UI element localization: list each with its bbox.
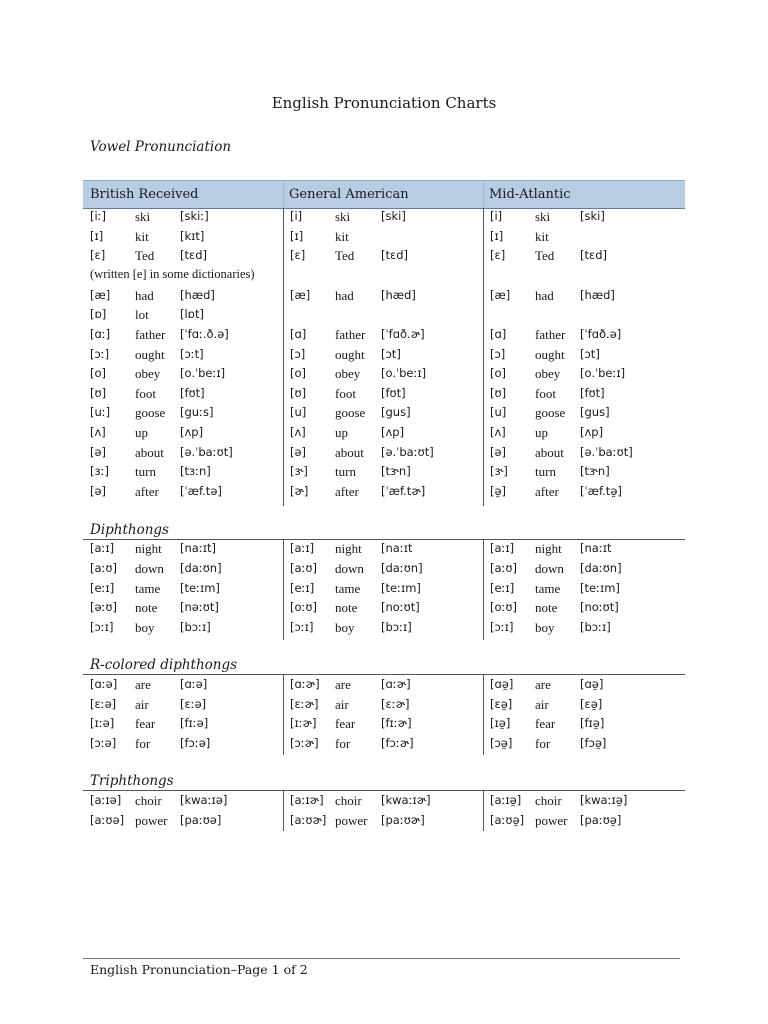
cell-british-word: note — [135, 600, 158, 616]
cell-british-word: obey — [135, 366, 161, 382]
cell-british-symbol: [aːɪə] — [90, 793, 122, 807]
cell-american-symbol: [ɔːɪ] — [290, 620, 314, 635]
cell-midatlantic-symbol: [u] — [490, 405, 507, 420]
cell-british-word: goose — [135, 405, 166, 421]
cell-american-word: turn — [335, 464, 356, 480]
cell-midatlantic-symbol: [ʊ] — [490, 385, 507, 400]
cell-american-ipa: [bɔːɪ] — [381, 620, 412, 635]
cell-british-symbol: [ə] — [90, 444, 107, 459]
cell-british-word: power — [135, 813, 168, 828]
cell-midatlantic-ipa: [paːʊə̯] — [580, 813, 622, 827]
cell-american-symbol: [aːʊɚ] — [290, 813, 327, 827]
cell-british-ipa: [kwaːɪə] — [180, 793, 228, 807]
cell-american-ipa: [daːʊn] — [381, 560, 423, 575]
cell-american-symbol: [aːʊ] — [290, 560, 317, 575]
cell-midatlantic-symbol: [ɔːɪ] — [490, 620, 514, 635]
cell-british-ipa: [o.ˈbeːɪ] — [180, 366, 226, 381]
cell-midatlantic-word: turn — [535, 464, 556, 480]
cell-midatlantic-ipa: [teːɪm] — [580, 580, 620, 595]
cell-midatlantic-symbol: [ɪ] — [490, 228, 504, 243]
cell-british-word: ought — [135, 346, 165, 362]
cell-british-word: turn — [135, 464, 156, 480]
cell-british-symbol: [ɔː] — [90, 346, 110, 361]
cell-british-word: for — [135, 735, 151, 751]
cell-british-ipa: [bɔːɪ] — [180, 620, 211, 635]
cell-british-ipa: [fɪːə] — [180, 716, 209, 730]
cell-midatlantic-ipa: [noːʊt] — [580, 600, 619, 615]
cell-midatlantic-word: obey — [535, 366, 561, 382]
cell-american-word: kit — [335, 228, 349, 244]
cell-american-symbol: [ɪ] — [290, 228, 304, 243]
cell-british-symbol: [ʊ] — [90, 385, 107, 400]
cell-midatlantic-symbol: [ə] — [490, 444, 507, 459]
cell-american-ipa: [teːɪm] — [381, 580, 421, 595]
table-header — [83, 180, 685, 209]
cell-american-word: foot — [335, 385, 356, 401]
cell-american-ipa: [tɝn] — [381, 464, 411, 479]
cell-american-word: goose — [335, 405, 366, 421]
cell-midatlantic-symbol: [ʌ] — [490, 425, 506, 439]
cell-american-ipa: [fʊt] — [381, 385, 406, 400]
header-general-american: General American — [289, 187, 409, 202]
cell-american-symbol: [aːɪ] — [290, 541, 315, 555]
section-title-diphthongs: Diphthongs — [90, 522, 169, 538]
cell-midatlantic-symbol: [ɛ] — [490, 248, 506, 263]
cell-american-symbol: [aːɪɚ] — [290, 793, 324, 807]
cell-midatlantic-word: night — [535, 541, 562, 556]
cell-midatlantic-symbol: [ɑə̯] — [490, 677, 514, 691]
cell-british-symbol: [əːʊ] — [90, 600, 118, 615]
cell-midatlantic-symbol: [eːɪ] — [490, 580, 515, 595]
cell-american-word: night — [335, 541, 362, 556]
cell-british-ipa: [naːɪt] — [180, 541, 216, 555]
cell-american-word: tame — [335, 580, 361, 596]
page-title: English Pronunciation Charts — [271, 94, 497, 112]
cell-american-symbol: [ɔ] — [290, 346, 306, 361]
cell-british-symbol: [ɪːə] — [90, 716, 115, 730]
cell-midatlantic-ipa: [ɛə̯] — [580, 696, 603, 711]
cell-midatlantic-ipa: [gus] — [580, 405, 610, 420]
cell-american-ipa: [ə.ˈbaːʊt] — [381, 444, 434, 459]
cell-american-ipa: [o.ˈbeːɪ] — [381, 366, 427, 381]
cell-american-symbol: [o] — [290, 366, 307, 381]
cell-midatlantic-ipa: [ɔt] — [580, 346, 600, 361]
cell-american-symbol: [u] — [290, 405, 307, 420]
cell-british-ipa: [ˈfɑː.ð.ə] — [180, 327, 229, 341]
cell-midatlantic-ipa: [ɑə̯] — [580, 677, 604, 691]
cell-american-word: power — [335, 813, 368, 828]
cell-british-ipa: [fɔːə] — [180, 735, 211, 750]
cell-british-symbol: [ɛːə] — [90, 696, 117, 711]
cell-midatlantic-word: are — [535, 677, 551, 692]
cell-american-word: father — [335, 327, 366, 342]
cell-american-symbol: [i] — [290, 209, 303, 223]
cell-midatlantic-word: up — [535, 425, 548, 440]
cell-british-word: Ted — [135, 248, 155, 264]
cell-midatlantic-word: power — [535, 813, 568, 828]
cell-midatlantic-symbol: [o] — [490, 366, 507, 381]
cell-midatlantic-word: Ted — [535, 248, 555, 264]
cell-british-word: down — [135, 560, 164, 576]
cell-american-ipa: [kwaːɪɚ] — [381, 793, 431, 807]
cell-american-word: note — [335, 600, 358, 616]
cell-midatlantic-ipa: [bɔːɪ] — [580, 620, 611, 635]
header-british-received: British Received — [90, 187, 199, 202]
cell-american-symbol: [ɝ] — [290, 464, 308, 479]
cell-british-symbol: [iː] — [90, 209, 107, 223]
cell-american-ipa: [ɑːɚ] — [381, 677, 411, 691]
cell-british-ipa: [ɑːə] — [180, 677, 208, 691]
cell-midatlantic-ipa: [daːʊn] — [580, 560, 622, 575]
cell-british-symbol: [ɔːɪ] — [90, 620, 114, 635]
cell-american-ipa: [gus] — [381, 405, 411, 420]
cell-british-word: foot — [135, 385, 156, 401]
cell-midatlantic-word: kit — [535, 228, 549, 244]
cell-british-word: night — [135, 541, 162, 556]
cell-british-ipa: [ʌp] — [180, 425, 204, 439]
cell-british-symbol: [ɪ] — [90, 228, 104, 243]
cell-british-word: kit — [135, 228, 149, 244]
cell-american-ipa: [naːɪt — [381, 541, 413, 555]
cell-american-word: up — [335, 425, 348, 440]
cell-british-ipa: [tɜːn] — [180, 464, 211, 479]
cell-midatlantic-symbol: [aːʊə̯] — [490, 813, 525, 827]
cell-british-symbol: [ɛ] — [90, 248, 106, 263]
cell-british-word: choir — [135, 793, 162, 808]
cell-british-word: about — [135, 444, 164, 460]
cell-british-word: had — [135, 287, 154, 303]
cell-british-symbol: [ɔːə] — [90, 735, 117, 750]
cell-midatlantic-word: choir — [535, 793, 562, 808]
cell-american-word: Ted — [335, 248, 355, 264]
cell-midatlantic-symbol: [ɝ] — [490, 464, 508, 479]
cell-british-symbol: [ɑːə] — [90, 677, 118, 691]
cell-british-ipa: [fʊt] — [180, 385, 205, 400]
cell-american-symbol: [ɚ] — [290, 483, 309, 498]
cell-american-symbol: [eːɪ] — [290, 580, 315, 595]
cell-midatlantic-word: after — [535, 483, 559, 499]
cell-british-ipa: [nəːʊt] — [180, 600, 219, 615]
cell-british-word: lot — [135, 307, 149, 323]
cell-midatlantic-word: down — [535, 560, 564, 576]
cell-british-symbol: [ʌ] — [90, 425, 106, 439]
cell-american-ipa: [fɔːɚ] — [381, 735, 414, 750]
cell-american-symbol: [ɑːɚ] — [290, 677, 320, 691]
cell-american-word: ski — [335, 209, 351, 224]
cell-american-ipa: [ɛːɚ] — [381, 696, 410, 711]
cell-midatlantic-ipa: [kwaːɪə̯] — [580, 793, 628, 807]
cell-midatlantic-word: for — [535, 735, 551, 751]
cell-midatlantic-ipa: [naːɪt — [580, 541, 612, 555]
cell-midatlantic-word: tame — [535, 580, 561, 596]
cell-british-word: boy — [135, 620, 155, 636]
cell-midatlantic-symbol: [ɔ] — [490, 346, 506, 361]
cell-midatlantic-ipa: [fʊt] — [580, 385, 605, 400]
cell-british-ipa: [guːs] — [180, 405, 214, 420]
cell-american-word: boy — [335, 620, 355, 636]
cell-midatlantic-word: about — [535, 444, 564, 460]
cell-midatlantic-ipa: [fɔə̯] — [580, 735, 607, 750]
cell-british-symbol: [aːɪ] — [90, 541, 115, 555]
cell-british-symbol: [æ] — [90, 287, 111, 302]
cell-american-word: for — [335, 735, 351, 751]
cell-american-word: down — [335, 560, 364, 576]
cell-midatlantic-word: ought — [535, 346, 565, 362]
cell-british-word: fear — [135, 716, 156, 731]
cell-british-word: father — [135, 327, 166, 342]
cell-british-symbol: [ɑː] — [90, 327, 111, 341]
cell-american-symbol: [ɪːɚ] — [290, 716, 317, 730]
cell-midatlantic-symbol: [ɪə̯] — [490, 716, 511, 730]
cell-midatlantic-word: air — [535, 696, 549, 712]
cell-midatlantic-symbol: [ɛə̯] — [490, 696, 513, 711]
cell-british-word: after — [135, 483, 159, 499]
cell-american-word: about — [335, 444, 364, 460]
cell-american-symbol: [ʊ] — [290, 385, 307, 400]
cell-midatlantic-symbol: [i] — [490, 209, 503, 223]
cell-midatlantic-word: note — [535, 600, 558, 616]
cell-american-symbol: [ɔːɚ] — [290, 735, 319, 750]
header-mid-atlantic: Mid-Atlantic — [489, 187, 571, 202]
cell-midatlantic-symbol: [aːɪ] — [490, 541, 515, 555]
cell-british-ipa: [ɛːə] — [180, 696, 207, 711]
cell-american-symbol: [ɑ] — [290, 327, 307, 341]
cell-british-word: up — [135, 425, 148, 440]
cell-midatlantic-symbol: [æ] — [490, 287, 511, 302]
cell-midatlantic-ipa: [hæd] — [580, 287, 615, 302]
cell-british-word: ski — [135, 209, 151, 224]
cell-american-ipa: [ˈæf.tɚ] — [381, 483, 426, 498]
cell-british-word: are — [135, 677, 151, 692]
cell-american-symbol: [ɛːɚ] — [290, 696, 319, 711]
cell-midatlantic-symbol: [ɑ] — [490, 327, 507, 341]
cell-british-ipa: [ˈæf.tə] — [180, 483, 222, 498]
cell-american-ipa: [paːʊɚ] — [381, 813, 425, 827]
cell-british-ipa: [kɪt] — [180, 228, 205, 243]
cell-british-symbol: [aːʊə] — [90, 813, 125, 827]
cell-american-word: fear — [335, 716, 356, 731]
cell-american-symbol: [ə] — [290, 444, 307, 459]
cell-midatlantic-ipa: [o.ˈbeːɪ] — [580, 366, 626, 381]
cell-american-word: ought — [335, 346, 365, 362]
cell-british-symbol: [o] — [90, 366, 107, 381]
cell-british-ipa: [daːʊn] — [180, 560, 222, 575]
cell-midatlantic-ipa: [ˈfɑð.ə] — [580, 327, 622, 341]
cell-midatlantic-ipa: [tɝn] — [580, 464, 610, 479]
cell-midatlantic-word: ski — [535, 209, 551, 224]
cell-british-symbol: [ɜː] — [90, 464, 109, 479]
cell-midatlantic-ipa: [ʌp] — [580, 425, 604, 439]
cell-midatlantic-word: fear — [535, 716, 556, 731]
cell-american-symbol: [ʌ] — [290, 425, 306, 439]
cell-british-ipa: [tɛd] — [180, 248, 207, 263]
cell-british-symbol: [eːɪ] — [90, 580, 115, 595]
cell-midatlantic-ipa: [ˈæf.tə̯] — [580, 483, 622, 498]
cell-midatlantic-symbol: [aːɪə̯] — [490, 793, 522, 807]
cell-midatlantic-symbol: [ə̯] — [490, 483, 507, 498]
cell-american-word: obey — [335, 366, 361, 382]
cell-midatlantic-ipa: [fɪə̯] — [580, 716, 605, 730]
cell-british-symbol: [ə] — [90, 483, 107, 498]
cell-american-word: choir — [335, 793, 362, 808]
cell-american-ipa: [noːʊt] — [381, 600, 420, 615]
cell-british-ipa: [teːɪm] — [180, 580, 220, 595]
cell-british-ipa: [ɔːt] — [180, 346, 204, 361]
cell-american-ipa: [ʌp] — [381, 425, 405, 439]
section-title-rcolored: R-colored diphthongs — [90, 657, 238, 673]
cell-british-ipa: [lɒt] — [180, 307, 204, 322]
cell-british-ipa: [paːʊə] — [180, 813, 222, 827]
cell-british-ipa: [skiː] — [180, 209, 209, 223]
cell-midatlantic-symbol: [ɔə̯] — [490, 735, 513, 750]
cell-american-symbol: [ɛ] — [290, 248, 306, 263]
cell-midatlantic-ipa: [ski] — [580, 209, 605, 223]
cell-british-word: tame — [135, 580, 161, 596]
cell-american-word: air — [335, 696, 349, 712]
cell-midatlantic-ipa: [tɛd] — [580, 248, 607, 263]
cell-american-word: had — [335, 287, 354, 303]
section-title-vowels: Vowel Pronunciation — [90, 139, 232, 155]
cell-american-symbol: [oːʊ] — [290, 600, 317, 615]
cell-american-ipa: [ˈfɑð.ɚ] — [381, 327, 425, 341]
cell-british-symbol: [ɒ] — [90, 307, 107, 322]
cell-british-word: air — [135, 696, 149, 712]
cell-american-symbol: [æ] — [290, 287, 311, 302]
cell-midatlantic-word: foot — [535, 385, 556, 401]
cell-british-symbol: [aːʊ] — [90, 560, 117, 575]
dictionary-note: (written [e] in some dictionaries) — [90, 267, 255, 281]
section-title-triphthongs: Triphthongs — [90, 773, 174, 789]
cell-midatlantic-word: goose — [535, 405, 566, 421]
page-footer: English Pronunciation–Page 1 of 2 — [90, 962, 308, 977]
cell-american-ipa: [tɛd] — [381, 248, 408, 263]
cell-british-ipa: [hæd] — [180, 287, 215, 302]
cell-american-word: are — [335, 677, 351, 692]
cell-midatlantic-word: had — [535, 287, 554, 303]
cell-american-ipa: [fɪːɚ] — [381, 716, 412, 730]
cell-midatlantic-ipa: [ə.ˈbaːʊt] — [580, 444, 633, 459]
cell-american-ipa: [ski] — [381, 209, 406, 223]
cell-american-word: after — [335, 483, 359, 499]
cell-midatlantic-symbol: [aːʊ] — [490, 560, 517, 575]
cell-british-ipa: [ə.ˈbaːʊt] — [180, 444, 233, 459]
cell-midatlantic-word: boy — [535, 620, 555, 636]
cell-american-ipa: [ɔt] — [381, 346, 401, 361]
cell-american-ipa: [hæd] — [381, 287, 416, 302]
cell-midatlantic-word: father — [535, 327, 566, 342]
cell-british-symbol: [uː] — [90, 405, 111, 420]
cell-midatlantic-symbol: [oːʊ] — [490, 600, 517, 615]
